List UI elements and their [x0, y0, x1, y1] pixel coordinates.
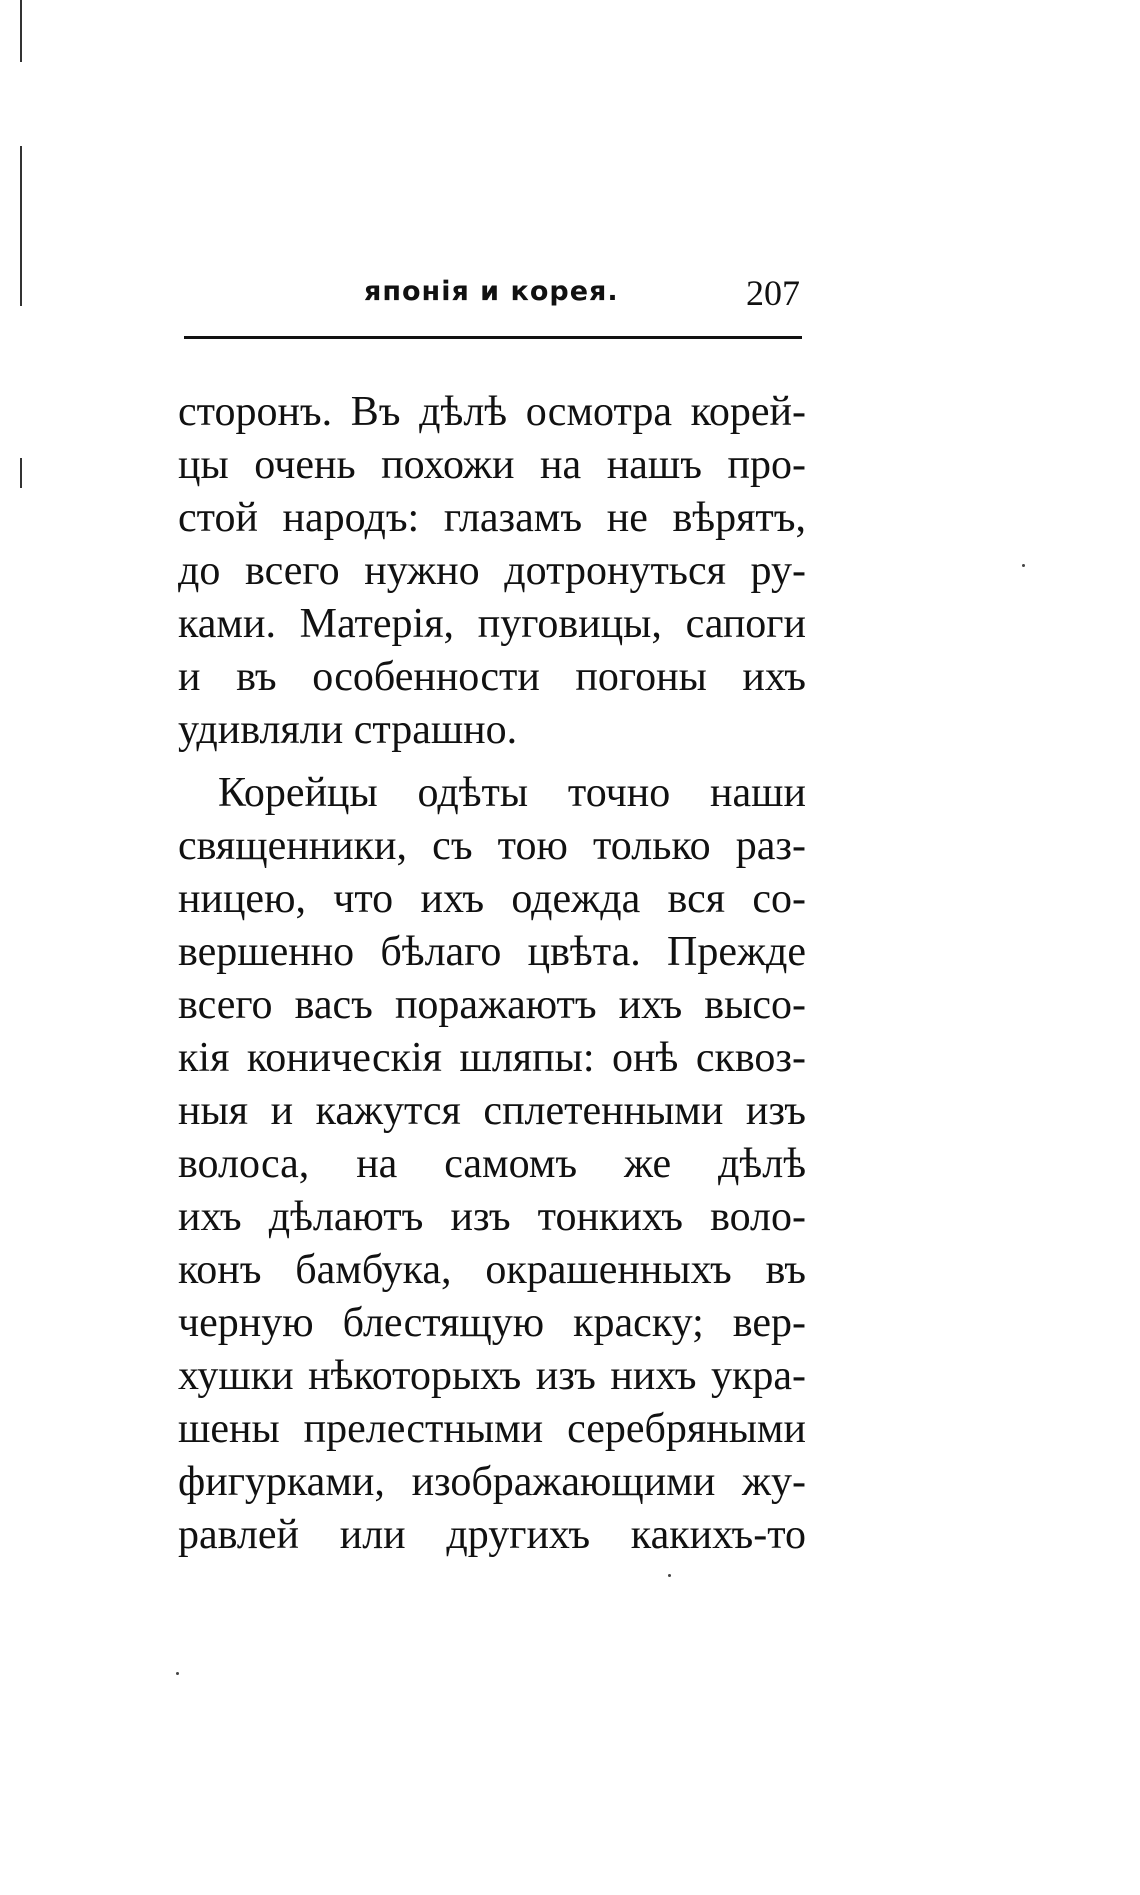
text-line: ницею, что ихъ одежда вся со- [178, 876, 806, 922]
page-number: 207 [746, 273, 800, 313]
running-title: японія и корея. [364, 276, 619, 307]
text-line: вершенно бѣлаго цвѣта. Прежде [178, 929, 806, 975]
text-line: кія коническія шляпы: онѣ сквоз- [178, 1035, 806, 1081]
text-line: волоса, на самомъ же дѣлѣ [178, 1141, 806, 1187]
text-line: цы очень похожи на нашъ про- [178, 442, 806, 488]
text-line: ихъ дѣлаютъ изъ тонкихъ воло- [178, 1194, 806, 1240]
scan-speck [1022, 564, 1025, 567]
header-rule [184, 336, 802, 339]
text-line: фигурками, изображающими жу- [178, 1459, 806, 1505]
text-line: Корейцы одѣты точно наши [218, 770, 806, 816]
text-line: до всего нужно дотронуться ру- [178, 548, 806, 594]
paragraph [178, 386, 806, 757]
page-body [178, 386, 806, 1562]
text-line: ныя и кажутся сплетенными изъ [178, 1088, 806, 1134]
scan-edge-mark [20, 0, 22, 62]
text-line: конъ бамбука, окрашенныхъ въ [178, 1247, 806, 1293]
text-line: шены прелестными серебряными [178, 1406, 806, 1452]
page-header [180, 272, 800, 322]
text-line: равлей или другихъ какихъ-то [178, 1512, 806, 1558]
scan-edge-mark [20, 146, 22, 306]
text-line: хушки нѣкоторыхъ изъ нихъ укра- [178, 1353, 806, 1399]
text-line: стой народъ: глазамъ не вѣрятъ, [178, 495, 806, 541]
text-line: ками. Матерія, пуговицы, сапоги [178, 601, 806, 647]
scan-speck [176, 1672, 179, 1675]
scan-speck [668, 1574, 671, 1577]
text-line: всего васъ поражаютъ ихъ высо- [178, 982, 806, 1028]
scan-edge-mark [20, 458, 22, 488]
text-line: черную блестящую краску; вер- [178, 1300, 806, 1346]
text-line: священники, съ тою только раз- [178, 823, 806, 869]
text-line: удивляли страшно. [178, 707, 518, 753]
text-line: и въ особенности погоны ихъ [178, 654, 806, 700]
paragraph [178, 767, 806, 1562]
text-line: сторонъ. Въ дѣлѣ осмотра корей- [178, 389, 806, 435]
